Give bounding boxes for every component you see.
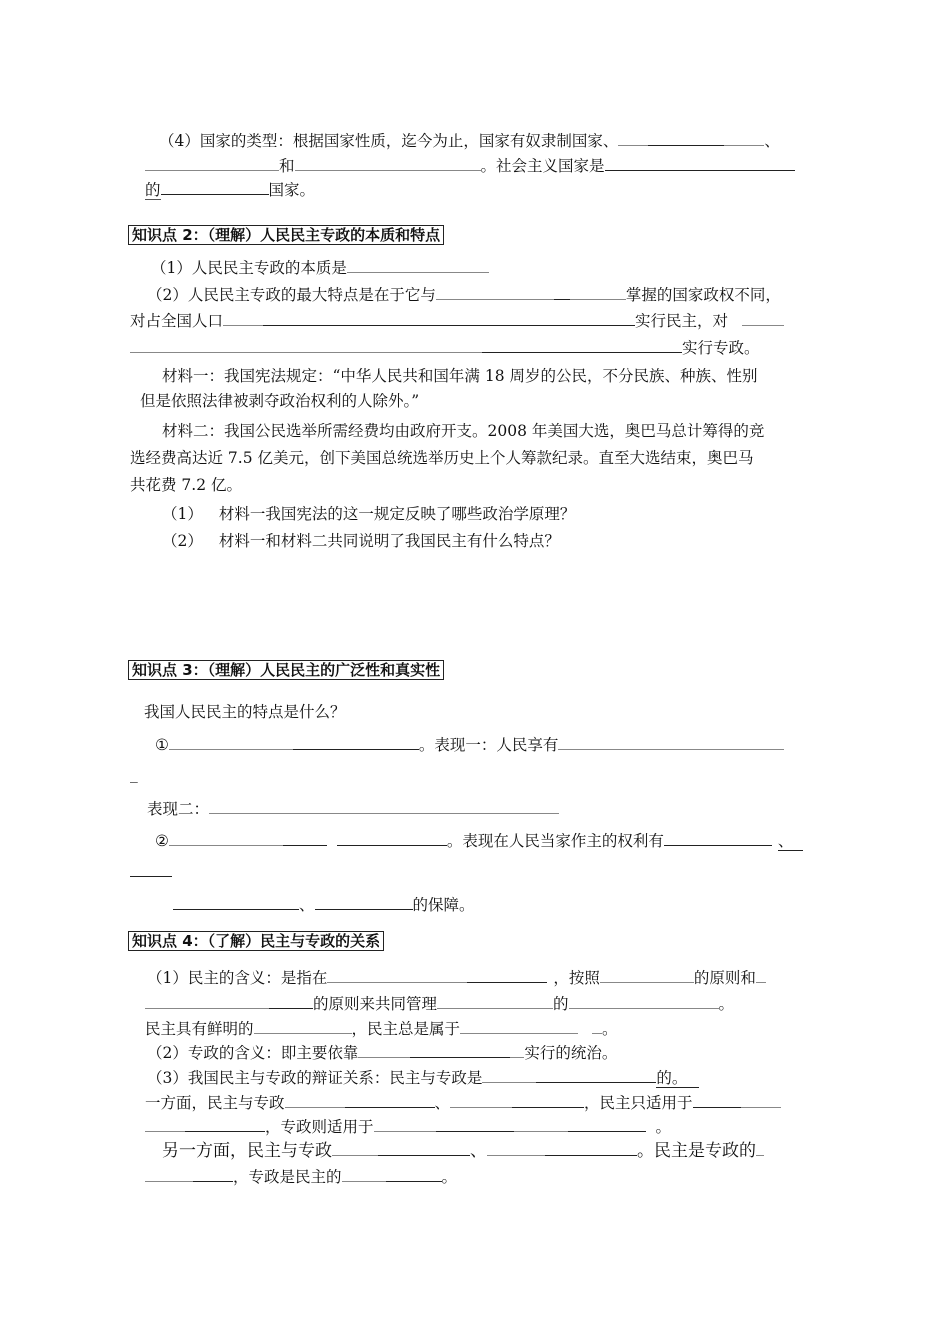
blank-field[interactable] [254,1017,352,1034]
material-2-cont2: 共花费 7.2 亿。 [130,476,243,494]
blank-field[interactable] [130,860,172,877]
kp3-underscore: _ [130,765,138,783]
material-2-cont1: 选经费高达近 7.5 亿美元，创下美国总统选举历史上个人筹款纪录。直至大选结束，奥巴马 [130,449,754,467]
blank-field[interactable] [223,309,263,326]
blank-field[interactable] [569,992,719,1009]
blank-field[interactable] [570,283,626,300]
blank-field[interactable] [756,1139,764,1156]
blank-field[interactable] [648,129,724,146]
blank-field[interactable] [269,992,313,1009]
blank-field[interactable] [756,966,766,983]
blank-field[interactable] [332,1139,378,1156]
blank-field[interactable] [285,1091,345,1108]
sub-question-1: （1） 材料一我国宪法的这一规定反映了哪些政治学原理？ [162,505,576,523]
kp2-q2: （2）人民民主专政的最大特点是在于它与 掌握的国家政权不同， [147,283,781,305]
blank-field[interactable] [145,154,279,171]
kp4-z1: （2）专政的含义：即主要依靠 实行的统治。 [147,1041,617,1063]
kp3-end: 、 的保障。 [173,893,475,915]
sub-question-2: （2） 材料一和材料二共同说明了我国民主有什么特点？ [162,532,560,550]
material-1: 材料一：我国宪法规定：“中华人民共和国年满 18 周岁的公民，不分民族、种族、性别 [162,367,758,385]
blank-field[interactable] [482,336,682,353]
blank-field[interactable] [345,1091,435,1108]
blank-field[interactable] [436,1115,514,1132]
kp4-r1: （3）我国民主与专政的辩证关系：民主与专政是 的。 [147,1066,699,1088]
blank-field[interactable] [568,1115,646,1132]
kp2-q2-cont: 对占全国人口 实行民主，对 [130,309,784,331]
blank-field[interactable] [600,966,694,983]
blank-field[interactable] [185,1115,265,1132]
blank-field[interactable] [161,178,269,195]
blank-field[interactable] [693,1091,741,1108]
blank-field[interactable] [742,309,784,326]
blank-field[interactable] [193,1165,233,1182]
blank-field[interactable] [293,733,419,750]
kp3-question: 我国人民民主的特点是什么？ [144,703,346,721]
blank-field[interactable] [263,309,635,326]
kp2-q1: （1）人民民主专政的本质是 [151,256,489,278]
blank-field[interactable] [342,1165,386,1182]
kp4-d3: 民主具有鲜明的 ，民主总是属于 。 [145,1017,618,1039]
blank-field[interactable] [514,1115,568,1132]
blank-field[interactable] [327,966,467,983]
blank-field[interactable] [337,829,447,846]
material-2: 材料二：我国公民选举所需经费均由政府开支。2008 年美国大选，奥巴马总计筹得的竞 [162,422,765,440]
blank-field[interactable] [436,283,554,300]
material-1-cont: 但是依照法律被剥夺政治权利的人除外。” [140,392,420,410]
kp2-heading: 知识点 2：（理解）人民民主专政的本质和特点 [128,225,444,245]
kp3-b2: 表现二： [147,797,559,819]
blank-field[interactable] [724,129,764,146]
blank-field[interactable] [437,992,553,1009]
blank-field[interactable] [554,283,570,300]
kp4-heading: 知识点 4：（了解）民主与专政的关系 [128,931,384,951]
blank-field[interactable] [410,1041,510,1058]
blank-field[interactable] [741,1091,781,1108]
blank-field[interactable] [605,154,795,171]
kp4-r3: ，专政则适用于 。 [145,1115,671,1137]
kp4-d2: 的原则来共同管理 的 。 [145,992,734,1014]
blank-field[interactable] [347,256,489,273]
blank-field[interactable] [145,1115,185,1132]
kp3-point1: ① 。表现一：人民享有 [155,733,784,755]
blank-field[interactable] [536,1066,656,1083]
blank-field[interactable] [145,1165,193,1182]
blank-field[interactable] [592,1017,602,1034]
kp1-line1: （4）国家的类型：根据国家性质，迄今为止，国家有奴隶制国家、 、 [159,129,780,151]
blank-field[interactable] [512,1091,584,1108]
blank-field[interactable] [482,1066,536,1083]
kp2-q2-end: 实行专政。 [130,336,760,358]
blank-field[interactable] [358,1041,410,1058]
kp3-heading: 知识点 3：（理解）人民民主的广泛性和真实性 [128,660,444,680]
blank-field[interactable] [545,1139,637,1156]
blank-field[interactable] [460,1017,578,1034]
blank-field[interactable] [664,829,772,846]
kp4-r5: ，专政是民主的 。 [145,1165,457,1187]
blank-field[interactable] [386,1165,442,1182]
blank-field[interactable] [558,733,784,750]
kp1-line3: 的 国家。 [145,178,315,200]
blank-field[interactable] [169,733,293,750]
blank-field[interactable] [283,829,327,846]
blank-field[interactable] [378,1139,470,1156]
blank-field[interactable] [618,129,648,146]
blank-field[interactable] [487,1139,545,1156]
blank-field[interactable] [510,1041,524,1058]
kp3-point2: ② 。表现在人民当家作主的权利有 、 [155,829,803,851]
blank-field[interactable] [295,154,481,171]
blank-field[interactable] [209,797,559,814]
blank-field[interactable] [467,966,547,983]
blank-field[interactable] [374,1115,436,1132]
blank-field[interactable] [145,992,269,1009]
blank-field[interactable] [130,336,482,353]
blank-field[interactable] [173,893,299,910]
blank-field[interactable] [315,893,413,910]
kp3-cont [130,860,172,882]
kp4-d1: （1）民主的含义：是指在 ，按照 的原则和 [147,966,766,988]
blank-field[interactable] [169,829,283,846]
kp1-line2: 和 。社会主义国家是 [145,154,795,176]
blank-field[interactable] [450,1091,512,1108]
kp4-r4: 另一方面，民主与专政 、 。民主是专政的 [162,1139,764,1161]
kp4-r2: 一方面，民主与专政 、 ，民主只适用于 [145,1091,781,1113]
